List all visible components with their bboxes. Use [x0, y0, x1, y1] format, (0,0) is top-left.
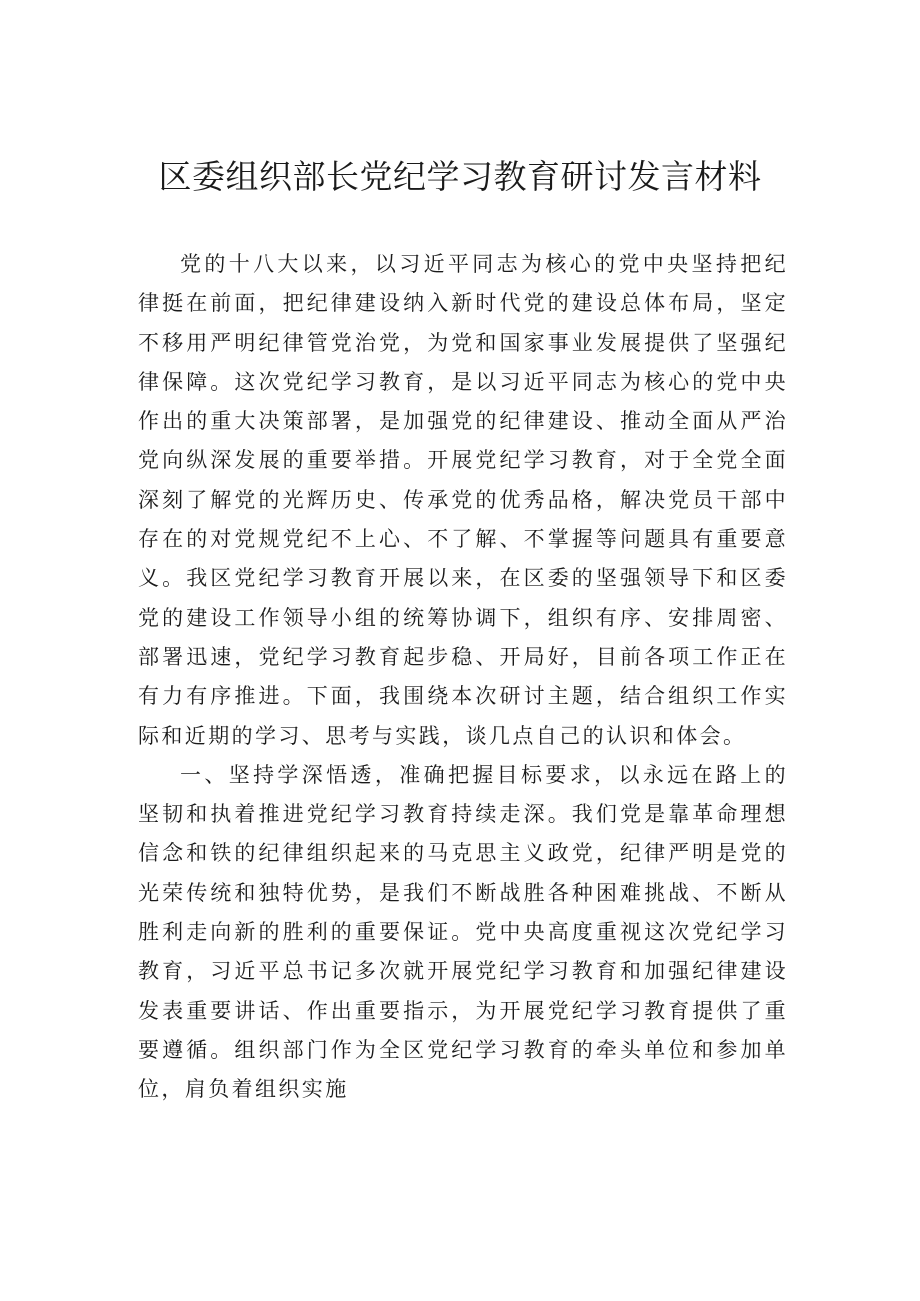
document-body: [138, 245, 788, 1110]
paragraph-intro: 党的十八大以来，以习近平同志为核心的党中央坚持把纪律挺在前面，把纪律建设纳入新时代党的建设总体布局，坚定不移用严明纪律管党治党，为党和国家事业发展提供了坚强纪律保障。这次党纪学习教育，是以习近平同志为核心的党中央作出的重大决策部署，是加强党的纪律建设、推动全面从严治党向纵深发展的重要举措。开展党纪学习教育，对于全党全面深刻了解党的光辉历史、传承党的优秀品格，解决党员干部中存在的对党规党纪不上心、不了解、不掌握等问题具有重要意义。我区党纪学习教育开展以来，在区委的坚强领导下和区委党的建设工作领导小组的统筹协调下，组织有序、安排周密、部署迅速，党纪学习教育起步稳、开局好，目前各项工作正在有力有序推进。下面，我围绕本次研讨主题，结合组织工作实际和近期的学习、思考与实践，谈几点自己的认识和体会。: [138, 252, 788, 748]
paragraph-section-one: 一、坚持学深悟透，准确把握目标要求，以永远在路上的坚韧和执着推进党纪学习教育持续走深。我们党是靠革命理想信念和铁的纪律组织起来的马克思主义政党，纪律严明是党的光荣传统和独特优势，是我们不断战胜各种困难挑战、不断从胜利走向新的胜利的重要保证。党中央高度重视这次党纪学习教育，习近平总书记多次就开展党纪学习教育和加强纪律建设发表重要讲话、作出重要指示，为开展党纪学习教育提供了重要遵循。组织部门作为全区党纪学习教育的牵头单位和参加单位，肩负着组织实施: [138, 762, 788, 1102]
document-title: 区委组织部长党纪学习教育研讨发言材料: [158, 157, 762, 196]
